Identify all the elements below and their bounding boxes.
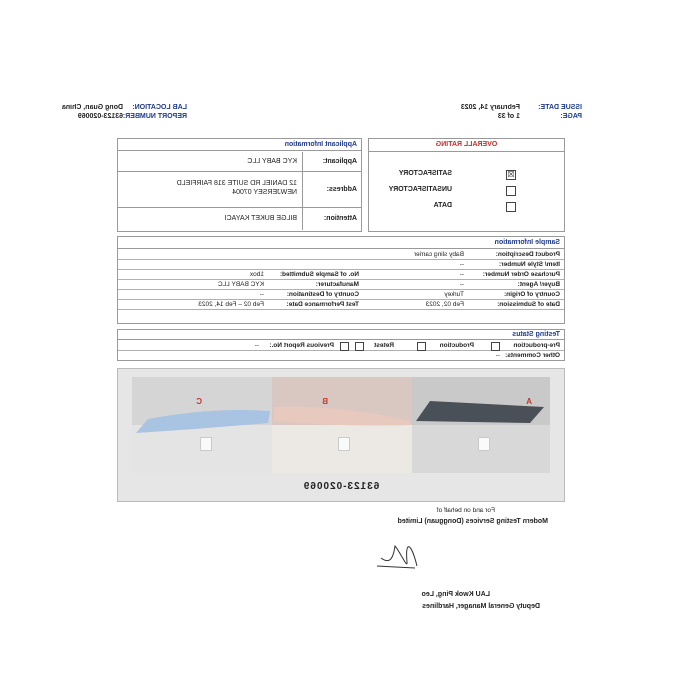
submission-row [118, 300, 564, 310]
sample-b-label: B [322, 397, 328, 406]
testing-status-title: Testing Status [118, 330, 564, 340]
report-number-label: REPORT NUMBER: [122, 113, 187, 120]
manufacturer-value: KYC BABY LLC [217, 281, 264, 288]
po-value: -- [459, 271, 464, 278]
retest-label: Retest [374, 342, 394, 349]
overall-rating-box [368, 138, 565, 232]
po-label: Purchase Order Number: [482, 271, 560, 278]
style-number-value: -- [459, 261, 464, 268]
address-line1: 12 DANIEL RD SUITE 318 FAIRFIELD [176, 180, 297, 187]
address-line2: NEWJERSEY 07004 [232, 189, 297, 196]
signatory-title: Deputy General Manager, Hardlines [422, 603, 540, 610]
handwritten-signature [370, 536, 425, 574]
sample-info-title: Sample Information [118, 237, 564, 249]
report-number-value: 63123-020069 [77, 113, 123, 120]
header-values-right [62, 103, 123, 121]
attention-row [118, 208, 361, 230]
previous-report-value: -- [254, 342, 259, 349]
other-comments-value: -- [495, 352, 500, 359]
other-comments-row [118, 351, 564, 361]
carrier-b-shape [274, 407, 410, 426]
submission-label: Date of Submission: [497, 301, 560, 308]
buyer-row [118, 280, 564, 290]
applicant-row [118, 152, 361, 172]
performance-value: Feb 02 – Feb 14, 2023 [198, 301, 264, 308]
rating-unsatisfactory [369, 183, 564, 197]
sample-c-label: C [196, 397, 202, 406]
style-number-label: Item/ Style Number: [498, 261, 560, 268]
rating-data [369, 199, 564, 213]
origin-row [118, 290, 564, 300]
attention-value: BILGE BUKET KAYACI [224, 215, 297, 222]
row-divider [302, 152, 303, 171]
issue-date-value: February 14, 2023 [460, 104, 520, 111]
sample-tag [478, 437, 490, 451]
signature-stroke [377, 546, 417, 568]
row-divider [302, 172, 303, 207]
carrier-c-shape [136, 410, 270, 433]
buyer-value: -- [459, 281, 464, 288]
address-row [118, 172, 361, 208]
applicant-info-box [117, 138, 362, 232]
lab-location-label: LAB LOCATION: [132, 104, 187, 111]
sample-tag [200, 437, 212, 451]
satisfactory-checkbox[interactable]: ☒ [507, 170, 515, 179]
product-description-label: Product Description: [495, 251, 560, 258]
page-value: 1 of 33 [497, 113, 520, 120]
sample-b-carrier [272, 377, 412, 473]
rating-satisfactory [369, 167, 564, 181]
preproduction-checkbox[interactable] [491, 342, 500, 351]
style-number-row [118, 260, 564, 270]
sample-a-panel [412, 377, 550, 473]
destination-label: Country of Destination: [286, 291, 359, 298]
manufacturer-label: Manufacturer: [315, 281, 359, 288]
attention-label: Attention: [323, 215, 357, 222]
carrier-a-shape [416, 401, 544, 423]
retest-checkbox[interactable] [355, 342, 364, 351]
applicant-info-title: Applicant Information [118, 139, 361, 151]
previous-report-label: Previous Report No.: [269, 342, 334, 349]
submission-value: Feb 02, 2023 [425, 301, 464, 308]
destination-value: -- [259, 291, 264, 298]
sample-b-panel [272, 377, 412, 473]
testing-stage-row [118, 341, 564, 351]
sample-c-carrier [132, 377, 272, 473]
samples-submitted-label: No. of Sample Submitted: [279, 271, 359, 278]
satisfactory-label: SATISFACTORY [398, 170, 452, 177]
signatory-name: LAU Kwok Ping, Leo [421, 591, 490, 598]
origin-label: Country of Origin: [504, 291, 560, 298]
on-behalf-of: For and on behalf of [436, 507, 495, 514]
issue-date-label: ISSUE DATE: [538, 104, 582, 111]
previous-report-checkbox[interactable] [340, 342, 349, 351]
sample-tag [338, 437, 350, 451]
data-checkbox[interactable] [506, 202, 516, 212]
sample-photo [117, 368, 565, 502]
sample-c-panel [132, 377, 272, 473]
product-description-row [118, 250, 564, 260]
sample-a-label: A [526, 397, 532, 406]
buyer-label: Buyer/ Agent: [517, 281, 560, 288]
photo-panels [132, 377, 550, 473]
other-comments-label: Other Comments: [505, 352, 560, 359]
page-label: PAGE: [560, 113, 582, 120]
header-labels-right [123, 103, 187, 121]
sample-a-carrier [412, 377, 550, 473]
preproduction-label: Pre-production [513, 342, 560, 349]
applicant-label: Applicant: [322, 158, 357, 165]
testing-status-box [117, 329, 565, 361]
photo-report-code: 63123-020069 [302, 481, 380, 492]
address-label: Address: [326, 186, 357, 193]
product-description-value: Baby sling carrier [413, 251, 464, 258]
row-divider [302, 208, 303, 230]
samples-submitted-value: 1box [249, 271, 264, 278]
production-checkbox[interactable] [417, 342, 426, 351]
unsatisfactory-label: UNSATISFACTORY [388, 186, 452, 193]
sample-info-box [117, 236, 565, 324]
po-row [118, 270, 564, 280]
lab-location-value: Dong Guan, China [61, 104, 123, 111]
header-values-left [461, 103, 520, 121]
origin-value: Turkey [444, 291, 464, 298]
header-labels-left [538, 103, 582, 121]
overall-rating-title: OVERALL RATING [369, 139, 564, 152]
data-label: DATA [433, 202, 452, 209]
production-label: Production [439, 342, 474, 349]
unsatisfactory-checkbox[interactable] [506, 186, 516, 196]
performance-label: Test Performance Date: [286, 301, 359, 308]
applicant-value: KYC BABY LLC [247, 158, 297, 165]
company-name: Modern Testing Services (Dongguan) Limited [397, 518, 548, 525]
